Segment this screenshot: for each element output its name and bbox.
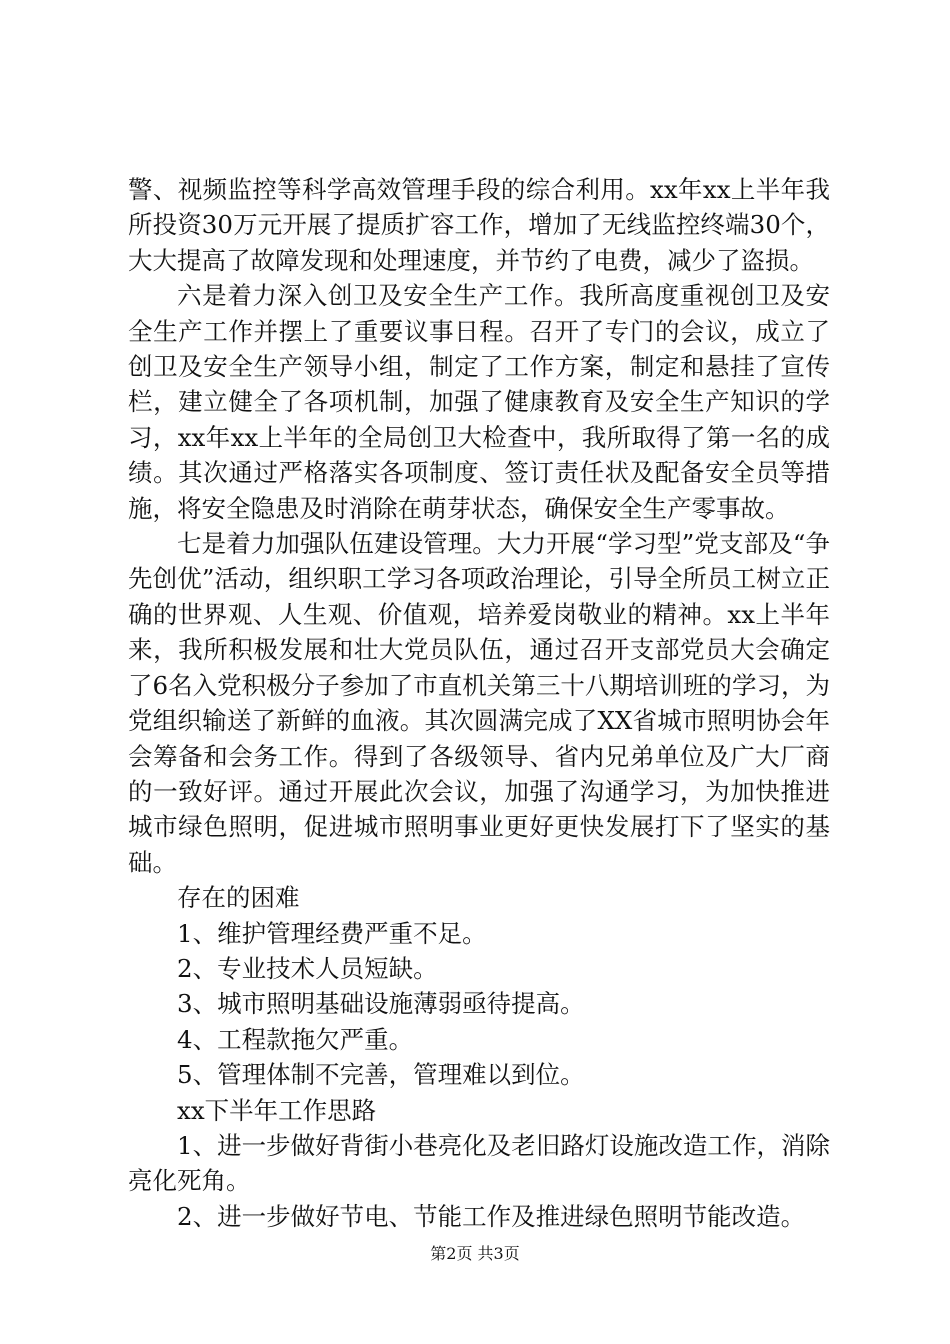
page-number: 第2页 共3页 — [430, 1244, 520, 1263]
document-body — [128, 172, 830, 1234]
paragraph-team-building: 七是着力加强队伍建设管理。大力开展“学习型”党支部及“争先创优”活动，组织职工学习各项政治理论，引导全所员工树立正确的世界观、人生观、价值观，培养爱岗敬业的精神。xx上半年来，我所积极发展和壮大党员队伍，通过召开支部党员大会确定了6名入党积极分子参加了市直机关第三十八期培训班的学习，为党组织输送了新鲜的血液。其次圆满完成了XX省城市照明协会年会筹备和会务工作。得到了各级领导、省内兄弟单位及广大厂商的一致好评。通过开展此次会议，加强了沟通学习，为加快推进城市绿色照明，促进城市照明事业更好更快发展打下了坚实的基础。 — [128, 529, 830, 877]
section-heading-difficulties: 存在的困难 — [177, 883, 300, 913]
paragraph-continued: 警、视频监控等科学高效管理手段的综合利用。xx年xx上半年我所投资30万元开展了提质扩容工作，增加了无线监控终端30个，大大提高了故障发现和处理速度，并节约了电费，减少了盗损。 — [128, 175, 830, 275]
list-item: 5、管理体制不完善，管理难以到位。 — [177, 1060, 585, 1090]
list-item: 1、维护管理经费严重不足。 — [177, 918, 487, 948]
list-item: 2、进一步做好节电、节能工作及推进绿色照明节能改造。 — [177, 1201, 806, 1231]
paragraph-safety-work: 六是着力深入创卫及安全生产工作。我所高度重视创卫及安全生产工作并摆上了重要议事日程。召开了专门的会议，成立了创卫及安全生产领导小组，制定了工作方案，制定和悬挂了宣传栏，建立健全了各项机制，加强了健康教育及安全生产知识的学习，xx年xx上半年的全局创卫大检查中，我所取得了第一名的成绩。其次通过严格落实各项制度、签订责任状及配备安全员等措施，将安全隐患及时消除在萌芽状态，确保安全生产零事故。 — [128, 281, 830, 523]
list-item: 3、城市照明基础设施薄弱亟待提高。 — [177, 989, 585, 1019]
list-item: 1、进一步做好背街小巷亮化及老旧路灯设施改造工作，消除亮化死角。 — [128, 1130, 830, 1196]
section-heading-plan: xx下半年工作思路 — [177, 1095, 377, 1125]
list-item: 2、专业技术人员短缺。 — [177, 953, 438, 983]
list-item: 4、工程款拖欠严重。 — [177, 1024, 414, 1054]
